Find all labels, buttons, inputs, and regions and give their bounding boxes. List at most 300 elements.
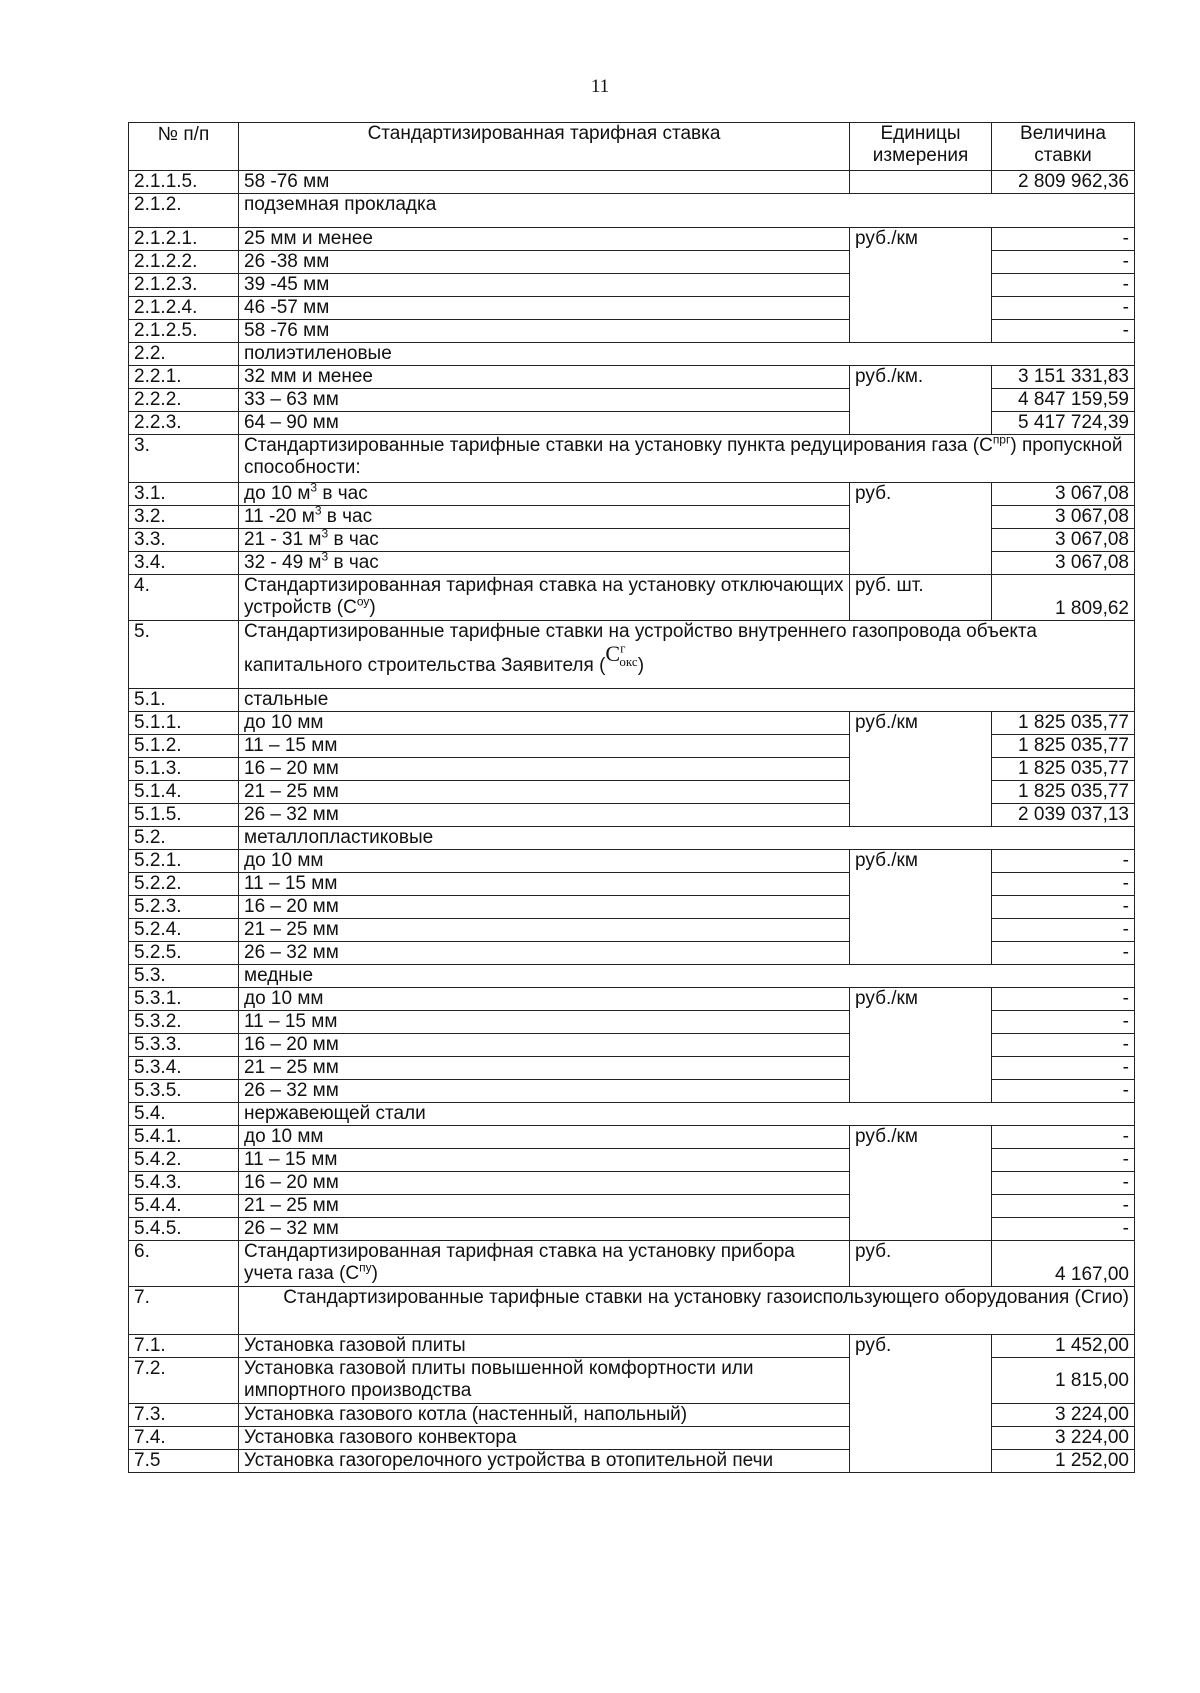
row-unit <box>850 251 992 274</box>
table-header-row <box>129 123 1135 171</box>
row-name: медные <box>244 965 314 986</box>
table-row <box>129 483 1135 506</box>
row-name-cell <box>239 804 850 827</box>
row-number: 2.1.2.4. <box>129 297 239 320</box>
row-number: 5.3. <box>129 965 239 988</box>
row-value: 1 825 035,77 <box>992 735 1135 758</box>
table-row <box>129 1450 1135 1473</box>
table-row <box>129 194 1135 228</box>
row-unit <box>850 1080 992 1103</box>
row-unit <box>850 988 992 1011</box>
table-row <box>129 689 1135 712</box>
row-name: стальные <box>244 689 329 710</box>
row-number: 2.2.2. <box>129 389 239 412</box>
row-value: - <box>992 988 1135 1011</box>
row-name-part: капитального строительства Заявителя ( <box>244 655 606 676</box>
row-number: 2.1.2.3. <box>129 274 239 297</box>
header-name: Стандартизированная тарифная ставка <box>239 123 850 171</box>
table-row <box>129 389 1135 412</box>
table-row <box>129 781 1135 804</box>
row-name-cell <box>239 1358 850 1404</box>
table-row <box>129 1218 1135 1241</box>
row-name: 11 – 15 мм <box>244 735 338 756</box>
row-unit <box>850 297 992 320</box>
row-name-sup: 3 <box>314 505 322 518</box>
row-name: Стандартизированная тарифная ставка на установку отключающих устройств (С <box>244 575 844 618</box>
row-name: 11 – 15 мм <box>244 1011 338 1032</box>
row-number: 3.2. <box>129 506 239 529</box>
row-name: Установка газовой плиты <box>244 1335 466 1356</box>
table-row <box>129 343 1135 366</box>
table-row <box>129 320 1135 343</box>
row-name: 21 – 25 мм <box>244 1057 339 1078</box>
row-name: 58 -76 мм <box>244 171 330 192</box>
row-number: 5.2.4. <box>129 919 239 942</box>
table-row <box>129 735 1135 758</box>
row-name-cell <box>239 389 850 412</box>
unit-text: руб. шт. <box>855 575 924 596</box>
row-value: 1 252,00 <box>992 1450 1135 1473</box>
row-value: 5 417 724,39 <box>992 412 1135 435</box>
row-name-cell <box>239 712 850 735</box>
formula-sup: г <box>620 640 626 656</box>
row-name: 21 – 25 мм <box>244 919 339 940</box>
row-unit <box>850 873 992 896</box>
row-name-cell <box>239 1241 850 1287</box>
row-name: до 10 мм <box>244 712 324 733</box>
row-number: 7.5 <box>129 1450 239 1473</box>
row-unit <box>850 1427 992 1450</box>
row-name-cell <box>239 1195 850 1218</box>
row-value: - <box>992 1149 1135 1172</box>
row-name-sup: пу <box>359 1260 372 1275</box>
row-unit <box>850 552 992 575</box>
row-number: 5.2. <box>129 827 239 850</box>
table-row <box>129 435 1135 483</box>
row-section-name <box>239 194 1135 228</box>
row-name-cell <box>239 228 850 251</box>
row-value: - <box>992 873 1135 896</box>
row-unit <box>850 1034 992 1057</box>
row-unit <box>850 389 992 412</box>
row-section-name <box>239 1103 1135 1126</box>
table-row <box>129 575 1135 621</box>
row-name-sup: 3 <box>310 482 318 495</box>
page-number: 11 <box>590 76 610 97</box>
row-name-line2 <box>244 640 1129 683</box>
row-unit <box>850 1195 992 1218</box>
row-name-cell <box>239 1057 850 1080</box>
table-row <box>129 1149 1135 1172</box>
row-name-tail: ) пропускной способности: <box>244 435 1123 478</box>
row-name-cell <box>239 850 850 873</box>
row-name-tail: в час <box>321 506 373 527</box>
row-number: 5.1.5. <box>129 804 239 827</box>
row-value: - <box>992 1195 1135 1218</box>
table-row <box>129 1287 1135 1335</box>
row-name: 21 – 25 мм <box>244 1195 339 1216</box>
row-name: 16 – 20 мм <box>244 758 339 779</box>
row-name-cell <box>239 735 850 758</box>
row-value: 3 224,00 <box>992 1427 1135 1450</box>
row-value: 3 067,08 <box>992 483 1135 506</box>
row-number: 2.2.1. <box>129 366 239 389</box>
row-section-name <box>239 1287 1135 1335</box>
row-number: 5.1.1. <box>129 712 239 735</box>
row-name: 26 – 32 мм <box>244 804 339 825</box>
header-unit: Единицы измерения <box>850 123 992 171</box>
row-value: 1 809,62 <box>992 575 1135 621</box>
row-section-name <box>239 621 1135 689</box>
table-row <box>129 228 1135 251</box>
row-value: - <box>992 1034 1135 1057</box>
row-name-cell <box>239 1080 850 1103</box>
row-name-cell <box>239 1149 850 1172</box>
row-name-cell <box>239 274 850 297</box>
unit-text: руб./км <box>855 850 918 871</box>
tariff-table <box>128 122 1135 1473</box>
row-number: 5.4.1. <box>129 1126 239 1149</box>
table-row <box>129 758 1135 781</box>
row-name-cell <box>239 1218 850 1241</box>
row-name: 26 – 32 мм <box>244 942 339 963</box>
row-name: подземная прокладка <box>244 194 437 215</box>
row-name: нержавеющей стали <box>244 1103 426 1124</box>
row-unit <box>850 1241 992 1287</box>
row-name-sup: 3 <box>321 551 329 564</box>
row-unit <box>850 1126 992 1149</box>
row-name-sup: оу <box>356 594 370 609</box>
row-unit <box>850 1335 992 1358</box>
row-unit <box>850 712 992 735</box>
row-name-cell <box>239 873 850 896</box>
table-row <box>129 366 1135 389</box>
row-name-cell <box>239 251 850 274</box>
formula-sub: окс <box>619 654 638 670</box>
row-number: 7.1. <box>129 1335 239 1358</box>
row-number: 5. <box>129 621 239 689</box>
table-row <box>129 552 1135 575</box>
row-number: 2.1.2. <box>129 194 239 228</box>
row-value: 1 825 035,77 <box>992 758 1135 781</box>
row-name-sup: прг <box>992 434 1011 447</box>
row-number: 5.2.1. <box>129 850 239 873</box>
row-unit <box>850 781 992 804</box>
row-name: Стандартизированная тарифная ставка на установку прибора учета газа (С <box>244 1241 795 1284</box>
unit-text: руб. <box>855 1335 892 1356</box>
row-unit <box>850 1011 992 1034</box>
table-row <box>129 1034 1135 1057</box>
table-row <box>129 412 1135 435</box>
row-name: полиэтиленовые <box>244 343 392 364</box>
unit-text: руб./км <box>855 228 918 249</box>
table-row <box>129 804 1135 827</box>
row-name-tail: в час <box>317 483 368 504</box>
row-name-cell <box>239 575 850 621</box>
row-name-cell <box>239 529 850 552</box>
header-value: Величина ставки <box>992 123 1135 171</box>
row-number: 2.1.1.5. <box>129 171 239 194</box>
row-name: 16 – 20 мм <box>244 1172 339 1193</box>
row-number: 3.1. <box>129 483 239 506</box>
table-row <box>129 1172 1135 1195</box>
row-value: - <box>992 297 1135 320</box>
row-value: - <box>992 896 1135 919</box>
row-number: 5.4. <box>129 1103 239 1126</box>
unit-text: руб. <box>855 483 892 504</box>
row-section-name <box>239 965 1135 988</box>
row-value: 2 809 962,36 <box>992 171 1135 194</box>
row-value: - <box>992 1057 1135 1080</box>
row-name-cell <box>239 1335 850 1358</box>
row-unit <box>850 850 992 873</box>
row-unit <box>850 366 992 389</box>
row-value: - <box>992 1126 1135 1149</box>
row-unit <box>850 804 992 827</box>
table-row <box>129 1335 1135 1358</box>
row-value: - <box>992 942 1135 965</box>
row-number: 2.1.2.1. <box>129 228 239 251</box>
row-number: 5.1.3. <box>129 758 239 781</box>
row-name: Стандартизированные тарифные ставки на устройство внутреннего газопровода объекта <box>244 621 1037 642</box>
row-unit <box>850 320 992 343</box>
row-name-cell <box>239 320 850 343</box>
row-number: 5.4.2. <box>129 1149 239 1172</box>
row-number: 5.3.2. <box>129 1011 239 1034</box>
row-name-cell <box>239 1404 850 1427</box>
row-value: 3 151 331,83 <box>992 366 1135 389</box>
table-row <box>129 965 1135 988</box>
row-number: 5.4.4. <box>129 1195 239 1218</box>
row-name: Стандартизированные тарифные ставки на установку пункта редуцирования газа (С <box>244 435 993 456</box>
table-row <box>129 1011 1135 1034</box>
table-row <box>129 621 1135 689</box>
row-number: 5.1.4. <box>129 781 239 804</box>
row-unit <box>850 228 992 251</box>
row-name: 26 – 32 мм <box>244 1080 339 1101</box>
row-unit <box>850 1404 992 1427</box>
row-name: 21 – 25 мм <box>244 781 339 802</box>
row-value: 1 815,00 <box>992 1358 1135 1404</box>
row-value: - <box>992 1172 1135 1195</box>
row-number: 3.4. <box>129 552 239 575</box>
row-unit <box>850 529 992 552</box>
row-name: 64 – 90 мм <box>244 412 339 433</box>
row-section-name <box>239 689 1135 712</box>
row-name: до 10 мм <box>244 1126 324 1147</box>
row-name-cell <box>239 483 850 506</box>
row-name-cell <box>239 1172 850 1195</box>
row-name-cell <box>239 896 850 919</box>
table-row <box>129 942 1135 965</box>
row-name-cell <box>239 1011 850 1034</box>
row-number: 5.4.5. <box>129 1218 239 1241</box>
row-name-cell <box>239 552 850 575</box>
row-name: 25 мм и менее <box>244 228 373 249</box>
table-row <box>129 1080 1135 1103</box>
row-name: Установка газогорелочного устройства в отопительной печи <box>244 1450 774 1471</box>
row-number: 4. <box>129 575 239 621</box>
row-name-cell <box>239 758 850 781</box>
formula-symbol: С <box>605 641 621 666</box>
row-value: 3 067,08 <box>992 506 1135 529</box>
row-name: 11 – 15 мм <box>244 1149 338 1170</box>
row-name: 32 мм и менее <box>244 366 373 387</box>
row-number: 5.4.3. <box>129 1172 239 1195</box>
row-name-cell <box>239 366 850 389</box>
row-value: - <box>992 1011 1135 1034</box>
header-num: № п/п <box>129 123 239 171</box>
row-unit <box>850 483 992 506</box>
table-row <box>129 988 1135 1011</box>
table-row <box>129 1195 1135 1218</box>
row-number: 2.2. <box>129 343 239 366</box>
row-number: 5.3.4. <box>129 1057 239 1080</box>
row-value: - <box>992 850 1135 873</box>
row-number: 3.3. <box>129 529 239 552</box>
table-row <box>129 827 1135 850</box>
table-row <box>129 171 1135 194</box>
row-name-cell <box>239 781 850 804</box>
row-unit <box>850 171 992 194</box>
table-row <box>129 850 1135 873</box>
unit-text: руб. <box>855 1241 892 1262</box>
row-unit <box>850 919 992 942</box>
row-number: 2.1.2.2. <box>129 251 239 274</box>
row-value: - <box>992 1080 1135 1103</box>
row-unit <box>850 896 992 919</box>
row-value: - <box>992 228 1135 251</box>
row-name: 26 -38 мм <box>244 251 330 272</box>
row-unit <box>850 1450 992 1473</box>
table-row <box>129 1427 1135 1450</box>
row-number: 6. <box>129 1241 239 1287</box>
formula-c-oks <box>605 640 638 673</box>
row-unit <box>850 412 992 435</box>
row-name-cell <box>239 1427 850 1450</box>
table-row <box>129 1057 1135 1080</box>
row-value: 4 167,00 <box>992 1241 1135 1287</box>
row-number: 5.2.3. <box>129 896 239 919</box>
table-row <box>129 274 1135 297</box>
row-name: до 10 м <box>244 483 311 504</box>
row-name-cell <box>239 1034 850 1057</box>
row-unit <box>850 735 992 758</box>
unit-text: руб./км <box>855 988 918 1009</box>
row-name-cell <box>239 171 850 194</box>
table-row <box>129 1404 1135 1427</box>
table-row <box>129 896 1135 919</box>
row-section-name <box>239 343 1135 366</box>
row-name: Стандартизированные тарифные ставки на установку газоиспользующего оборудования (Сгио) <box>283 1287 1129 1308</box>
unit-text: руб./км <box>855 1126 918 1147</box>
row-value: - <box>992 919 1135 942</box>
table-row <box>129 712 1135 735</box>
row-number: 2.1.2.5. <box>129 320 239 343</box>
row-name: Установка газового конвектора <box>244 1427 517 1448</box>
row-name-cell <box>239 412 850 435</box>
row-name: Установка газовой плиты повышенной комфортности или импортного производства <box>244 1358 754 1401</box>
row-name-cell <box>239 942 850 965</box>
table-row <box>129 873 1135 896</box>
table-row <box>129 1358 1135 1404</box>
row-name: 21 - 31 м <box>244 529 322 550</box>
row-name-tail: ) <box>369 597 376 618</box>
row-name-tail: в час <box>328 529 379 550</box>
row-value: 3 067,08 <box>992 529 1135 552</box>
row-name-tail: ) <box>371 1263 378 1284</box>
row-name: 11 -20 м <box>244 506 315 527</box>
row-name-cell <box>239 919 850 942</box>
row-unit <box>850 1149 992 1172</box>
unit-text: руб./км. <box>855 366 924 387</box>
row-unit <box>850 758 992 781</box>
table-row <box>129 297 1135 320</box>
row-value: - <box>992 320 1135 343</box>
row-value: 4 847 159,59 <box>992 389 1135 412</box>
row-name: 11 – 15 мм <box>244 873 338 894</box>
row-name: металлопластиковые <box>244 827 434 848</box>
row-name: 16 – 20 мм <box>244 896 339 917</box>
row-number: 5.1.2. <box>129 735 239 758</box>
row-value: - <box>992 1218 1135 1241</box>
row-value: - <box>992 251 1135 274</box>
row-number: 5.3.5. <box>129 1080 239 1103</box>
unit-text: руб./км <box>855 712 918 733</box>
row-number: 7.4. <box>129 1427 239 1450</box>
row-value: 1 825 035,77 <box>992 712 1135 735</box>
table-row <box>129 1241 1135 1287</box>
row-name-sup: 3 <box>321 528 329 541</box>
row-name-cell <box>239 506 850 529</box>
row-name: 32 - 49 м <box>244 552 322 573</box>
table-row <box>129 1103 1135 1126</box>
row-value: 1 825 035,77 <box>992 781 1135 804</box>
row-name: 46 -57 мм <box>244 297 330 318</box>
row-unit <box>850 274 992 297</box>
row-unit <box>850 942 992 965</box>
row-value: 3 224,00 <box>992 1404 1135 1427</box>
row-value: 3 067,08 <box>992 552 1135 575</box>
row-name-cell <box>239 1126 850 1149</box>
row-value: 1 452,00 <box>992 1335 1135 1358</box>
row-number: 7.3. <box>129 1404 239 1427</box>
row-number: 5.2.2. <box>129 873 239 896</box>
row-name-tail: ) <box>637 655 645 676</box>
row-unit <box>850 1358 992 1404</box>
row-name-tail: в час <box>328 552 379 573</box>
table-row <box>129 529 1135 552</box>
row-number: 5.1. <box>129 689 239 712</box>
row-number: 7.2. <box>129 1358 239 1404</box>
table-row <box>129 251 1135 274</box>
row-section-name <box>239 435 1135 483</box>
row-value: 2 039 037,13 <box>992 804 1135 827</box>
row-number: 7. <box>129 1287 239 1335</box>
row-name: 33 – 63 мм <box>244 389 339 410</box>
row-name: Установка газового котла (настенный, напольный) <box>244 1404 688 1425</box>
row-name: 16 – 20 мм <box>244 1034 339 1055</box>
row-number: 5.3.3. <box>129 1034 239 1057</box>
row-name: до 10 мм <box>244 988 324 1009</box>
row-number: 5.3.1. <box>129 988 239 1011</box>
row-unit <box>850 1218 992 1241</box>
row-name-cell <box>239 988 850 1011</box>
row-name: 39 -45 мм <box>244 274 330 295</box>
row-number: 5.2.5. <box>129 942 239 965</box>
row-number: 2.2.3. <box>129 412 239 435</box>
table-row <box>129 1126 1135 1149</box>
